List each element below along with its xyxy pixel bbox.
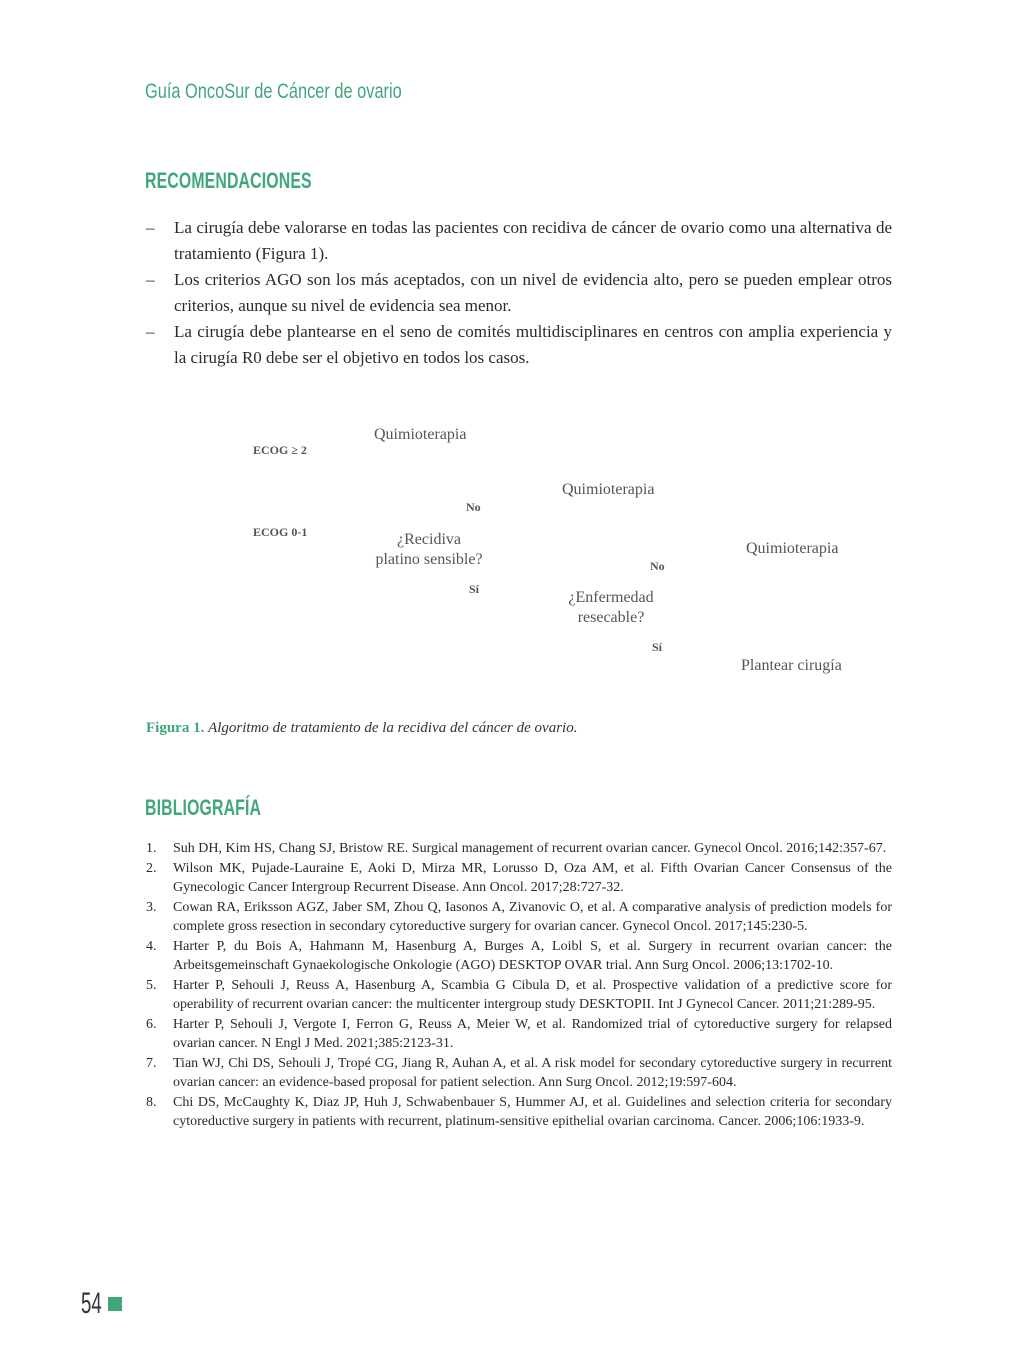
reference-item: 1. Suh DH, Kim HS, Chang SJ, Bristow RE. Surgical management of recurrent ovarian cancer. Gynecol Oncol. 2016;142:357-67. — [146, 841, 887, 856]
platinum-sensitive-question: ¿Recidiva platino sensible? — [375, 531, 483, 568]
figure-caption — [146, 720, 577, 737]
figure-caption-text: Algoritmo de tratamiento de la recidiva del cáncer de ovario. — [208, 720, 578, 736]
ecog-high-label: ECOG ≥ 2 — [253, 443, 307, 457]
branch-no-2: No — [650, 559, 665, 573]
chemotherapy-node-1: Quimioterapia — [374, 426, 467, 443]
reference-item: 4. Harter P, du Bois A, Hahmann M, Hasenburg A, Burges A, Loibl S, et al. Surgery in recurrent ovarian cancer: the Arbeitsgemeinschaft Gynaekologische Onkologie (AGO) DESKTOP OVAR trial. Ann Surg Oncol. 2006;13:1702-10. — [146, 938, 892, 973]
ecog-low-label: ECOG 0-1 — [253, 525, 308, 539]
branch-no-1: No — [466, 500, 481, 514]
reference-item: 2. Wilson MK, Pujade-Lauraine E, Aoki D, Mirza MR, Lorusso D, Oza AM, et al. Fifth Ovarian Cancer Consensus of the Gynecologic Cancer Intergroup Recurrent Disease. Ann Oncol. 2017;28:727-32. — [146, 860, 892, 895]
recommendations-heading: RECOMENDACIONES — [145, 168, 312, 193]
chemotherapy-node-2: Quimioterapia — [562, 481, 655, 498]
reference-item: 5. Harter P, Sehouli J, Reuss A, Hasenburg A, Scambia G Cibula D, et al. Prospective validation of a predictive score for operability of recurrent ovarian cancer: the multicenter intergroup study DESKTOPII. Int J Gynecol Cancer. 2011;21:289-95. — [146, 977, 892, 1012]
reference-item: 3. Cowan RA, Eriksson AGZ, Jaber SM, Zhou Q, Iasonos A, Zivanovic O, et al. A comparative analysis of prediction models for complete gross resection in secondary cytoreductive surgery for ovarian cancer. Gynecol Oncol. 2017;145:230-5. — [146, 899, 892, 934]
recommendation-item: – La cirugía debe plantearse en el seno de comités multidisciplinares en centros con amplia experiencia y la cirugía R0 debe ser el objetivo en todos los casos. — [146, 322, 892, 367]
bibliography-list — [146, 839, 892, 1132]
figure-caption-label: Figura 1. — [146, 720, 205, 736]
chemotherapy-node-3: Quimioterapia — [746, 540, 839, 557]
recommendation-item: – La cirugía debe valorarse en todas las pacientes con recidiva de cáncer de ovario como una alternativa de tratamiento (Figura 1). — [146, 218, 892, 263]
surgery-node: Plantear cirugía — [741, 657, 842, 674]
running-header: Guía OncoSur de Cáncer de ovario — [145, 80, 402, 103]
page-marker-square-icon — [108, 1297, 122, 1311]
reference-item: 7. Tian WJ, Chi DS, Sehouli J, Tropé CG, Jiang R, Auhan A, et al. A risk model for secondary cytoreductive surgery in recurrent ovarian cancer: an evidence-based proposal for patient selection. Ann Surg Oncol. 2012;19:597-604. — [146, 1055, 892, 1090]
reference-item: 6. Harter P, Sehouli J, Vergote I, Ferron G, Reuss A, Meier W, et al. Randomized trial of cytoreductive surgery for relapsed ovarian cancer. N Engl J Med. 2021;385:2123-31. — [146, 1016, 892, 1051]
bibliography-heading: BIBLIOGRAFÍA — [145, 795, 262, 820]
branch-yes-2: Sí — [652, 640, 663, 654]
branch-yes-1: Sí — [469, 582, 480, 596]
reference-item: 8. Chi DS, McCaughty K, Diaz JP, Huh J, Schwabenbauer S, Hummer AJ, et al. Guidelines and selection criteria for secondary cytoreductive surgery in patients with recurrent, platinum-sensitive epithelial ovarian carcinoma. Cancer. 2006;106:1933-9. — [146, 1094, 892, 1129]
page-number: 54 — [81, 1287, 102, 1320]
resectable-question: ¿Enfermedad resecable? — [568, 589, 654, 626]
recommendation-item: – Los criterios AGO son los más aceptados, con un nivel de evidencia alto, pero se pueden emplear otros criterios, aunque su nivel de evidencia sea menor. — [146, 270, 892, 315]
